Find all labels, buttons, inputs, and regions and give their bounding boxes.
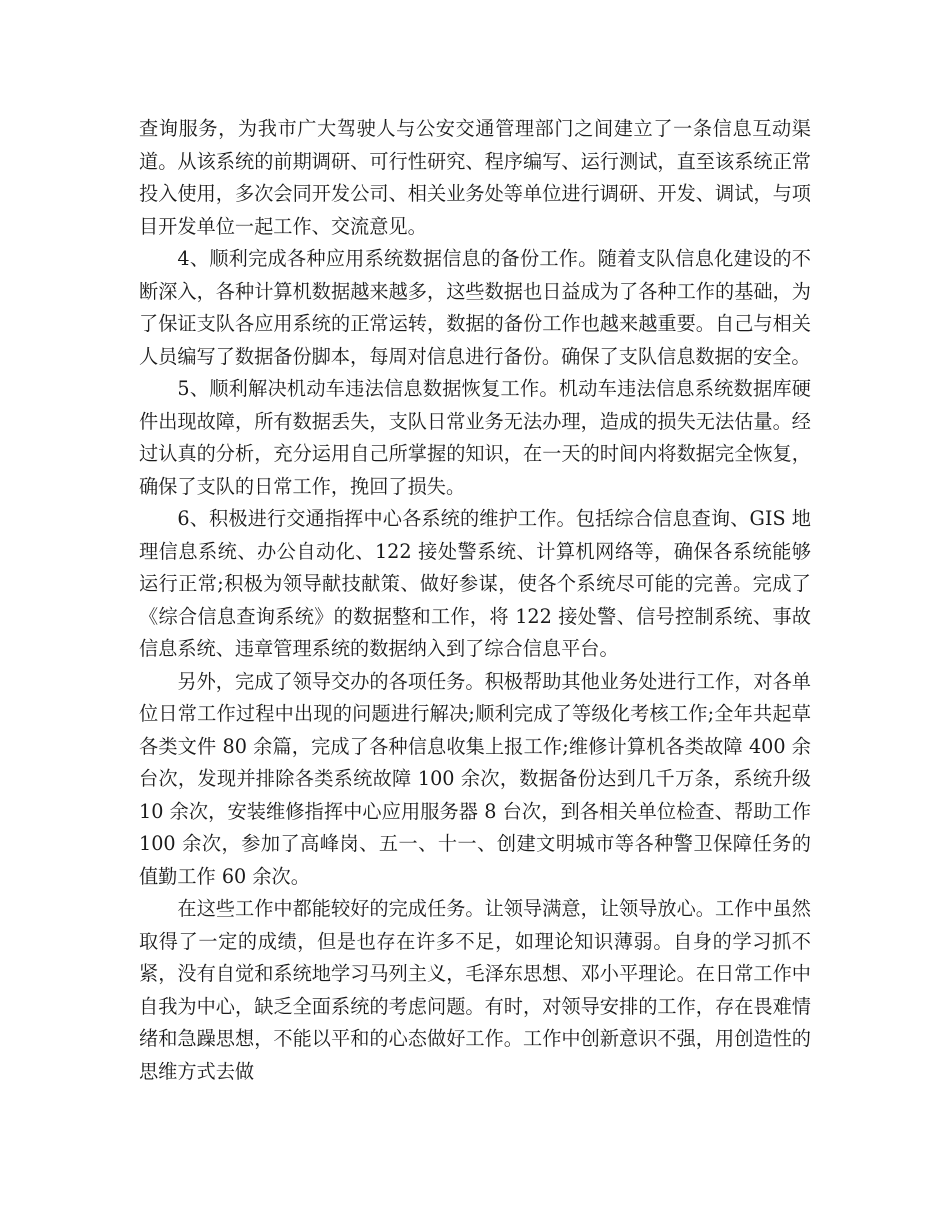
paragraph-shortcomings: 在这些工作中都能较好的完成任务。让领导满意，让领导放心。工作中虽然取得了一定的成绩，但是也存在许多不足，如理论知识薄弱。自身的学习抓不紧，没有自觉和系统地学习马列主义，毛泽东思想、邓小平理论。在日常工作中自我为中心，缺乏全面系统的考虑问题。有时，对领导安排的工作，存在畏难情绪和急躁思想，不能以平和的心态做好工作。工作中创新意识不强，用创造性的思维方式去做 xyxy=(139,897,811,1083)
document-body xyxy=(139,113,811,1088)
paragraph-item-4-backup: 4、顺利完成各种应用系统数据信息的备份工作。随着支队信息化建设的不断深入，各种计算机数据越来越多，这些数据也日益成为了各种工作的基础，为了保证支队各应用系统的正常运转，数据的备份工作也越来越重要。自己与相关人员编写了数据备份脚本，每周对信息进行备份。确保了支队信息数据的安全。 xyxy=(139,247,811,368)
paragraph-item-5-recovery: 5、顺利解决机动车违法信息数据恢复工作。机动车违法信息系统数据库硬件出现故障，所有数据丢失，支队日常业务无法办理，造成的损失无法估量。经过认真的分析，充分运用自己所掌握的知识，在一天的时间内将数据完全恢复，确保了支队的日常工作，挽回了损失。 xyxy=(139,377,811,498)
paragraph-item-6-maintenance: 6、积极进行交通指挥中心各系统的维护工作。包括综合信息查询、GIS 地理信息系统、办公自动化、122 接处警系统、计算机网络等，确保各系统能够运行正常;积极为领导献技献策、做好参谋，使各个系统尽可能的完善。完成了《综合信息查询系统》的数据整和工作，将 122 接处警、信号控制系统、事故信息系统、违章管理系统的数据纳入到了综合信息平台。 xyxy=(139,507,811,660)
paragraph-continuation: 查询服务，为我市广大驾驶人与公安交通管理部门之间建立了一条信息互动渠道。从该系统的前期调研、可行性研究、程序编写、运行测试，直至该系统正常投入使用，多次会同开发公司、相关业务处等单位进行调研、开发、调试，与项目开发单位一起工作、交流意见。 xyxy=(139,117,811,238)
paragraph-other-tasks: 另外，完成了领导交办的各项任务。积极帮助其他业务处进行工作，对各单位日常工作过程中出现的问题进行解决;顺利完成了等级化考核工作;全年共起草各类文件 80 余篇，完成了各种信息收集上报工作;维修计算机各类故障 400 余台次，发现并排除各类系统故障 100 余次，数据备份达到几千万条，系统升级 10 余次，安装维修指挥中心应用服务器 8 台次，到各相关单位检查、帮助工作 100 余次，参加了高峰岗、五一、十一、创建文明城市等各种警卫保障任务的值勤工作 60 余次。 xyxy=(139,669,811,888)
